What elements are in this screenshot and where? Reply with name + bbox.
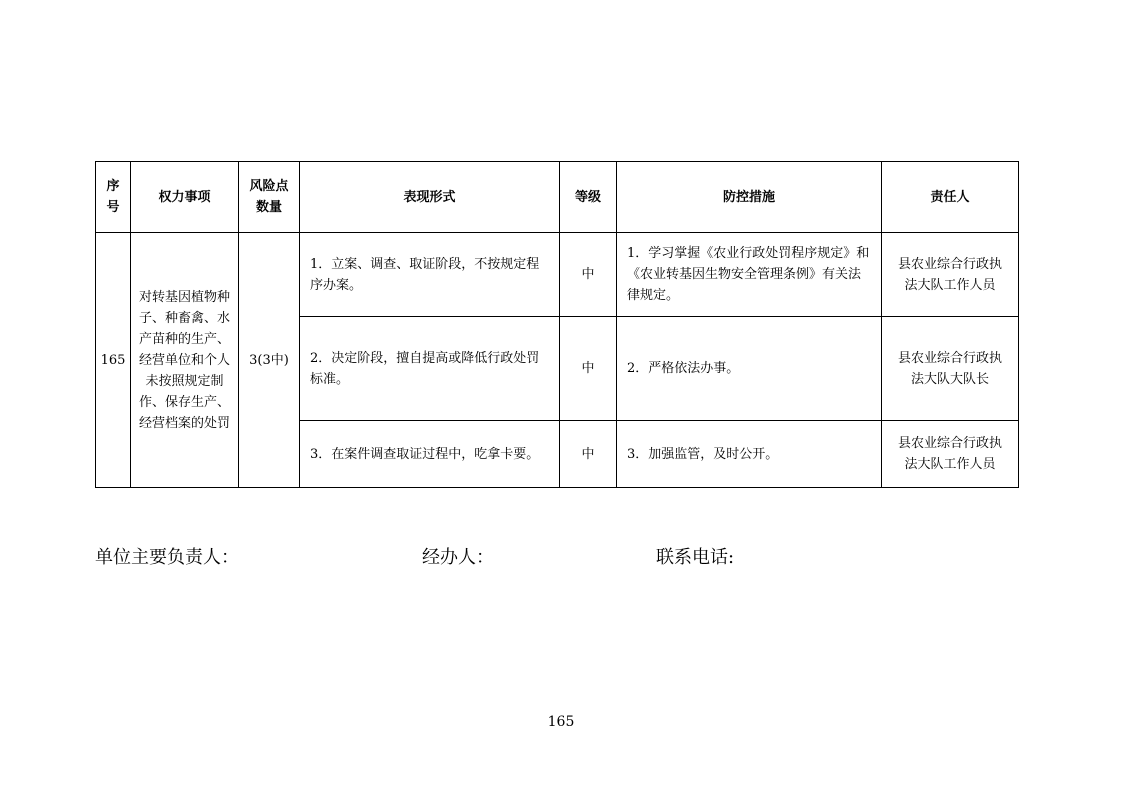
header-risk-count: 风险点数量 bbox=[239, 162, 300, 233]
person-cell: 县农业综合行政执法大队大队长 bbox=[882, 317, 1019, 421]
measures-cell: 2．严格依法办事。 bbox=[617, 317, 882, 421]
seq-cell: 165 bbox=[96, 233, 131, 488]
form-cell: 1．立案、调查、取证阶段，不按规定程序办案。 bbox=[300, 233, 560, 317]
measures-cell: 3．加强监管，及时公开。 bbox=[617, 421, 882, 488]
page-number: 165 bbox=[547, 714, 575, 730]
measures-cell: 1．学习掌握《农业行政处罚程序规定》和《农业转基因生物安全管理条例》有关法律规定。 bbox=[617, 233, 882, 317]
handler-label: 经办人： bbox=[422, 547, 494, 568]
risk-table bbox=[95, 161, 1019, 488]
form-cell: 3．在案件调查取证过程中，吃拿卡要。 bbox=[300, 421, 560, 488]
header-seq: 序号 bbox=[96, 162, 131, 233]
header-person: 责任人 bbox=[882, 162, 1019, 233]
header-level: 等级 bbox=[560, 162, 617, 233]
table-row bbox=[96, 233, 1019, 317]
person-cell: 县农业综合行政执法大队工作人员 bbox=[882, 421, 1019, 488]
level-cell: 中 bbox=[560, 317, 617, 421]
level-cell: 中 bbox=[560, 233, 617, 317]
form-cell: 2．决定阶段，擅自提高或降低行政处罚标准。 bbox=[300, 317, 560, 421]
header-measures: 防控措施 bbox=[617, 162, 882, 233]
table-header-row bbox=[96, 162, 1019, 233]
header-form: 表现形式 bbox=[300, 162, 560, 233]
item-cell: 对转基因植物种子、种畜禽、水产苗种的生产、经营单位和个人未按照规定制作、保存生产、经营档案的处罚 bbox=[131, 233, 239, 488]
header-item: 权力事项 bbox=[131, 162, 239, 233]
level-cell: 中 bbox=[560, 421, 617, 488]
unit-head-label: 单位主要负责人： bbox=[95, 547, 239, 568]
phone-label: 联系电话: bbox=[656, 547, 735, 568]
risk-count-cell: 3(3中) bbox=[239, 233, 300, 488]
person-cell: 县农业综合行政执法大队工作人员 bbox=[882, 233, 1019, 317]
